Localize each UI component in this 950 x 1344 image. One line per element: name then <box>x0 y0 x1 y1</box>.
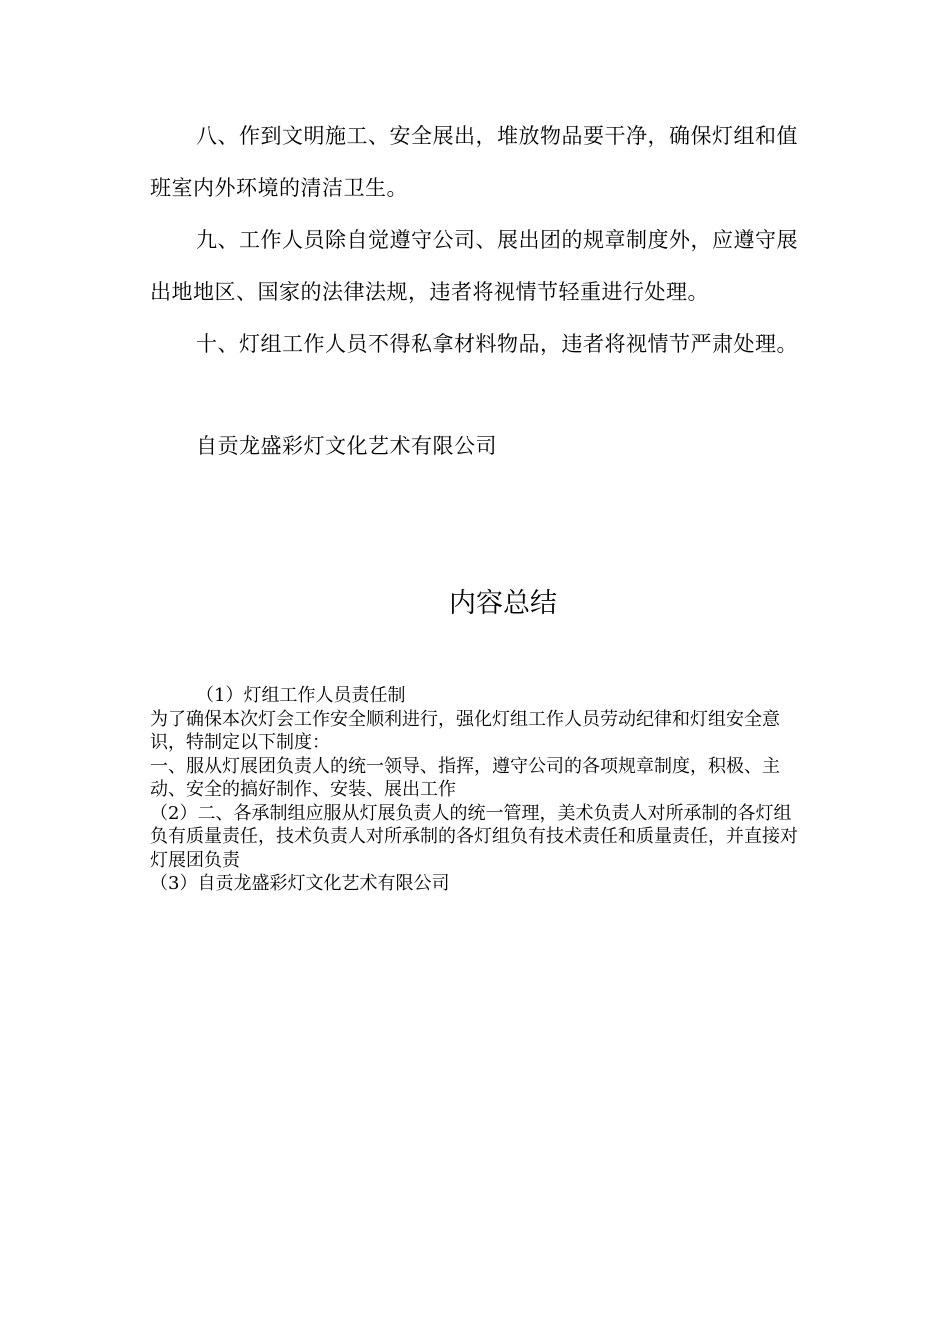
paragraph-eight: 八、作到文明施工、安全展出，堆放物品要干净，确保灯组和值班室内外环境的清洁卫生。 <box>150 124 798 200</box>
summary-line: （3）自贡龙盛彩灯文化艺术有限公司 <box>150 873 450 894</box>
paragraph-ten: 十、灯组工作人员不得私拿材料物品，违者将视情节严肃处理。 <box>196 332 798 356</box>
summary-line: 一、服从灯展团负责人的统一领导、指挥，遵守公司的各项规章制度，积极、主动、安全的搞好制作、安装、展出工作 <box>150 755 780 800</box>
summary-body <box>150 684 800 896</box>
company-signature: 自贡龙盛彩灯文化艺术有限公司 <box>196 434 497 458</box>
summary-line: （1）灯组工作人员责任制 <box>196 685 406 706</box>
paragraph-nine: 九、工作人员除自觉遵守公司、展出团的规章制度外，应遵守展出地地区、国家的法律法规，违者将视情节轻重进行处理。 <box>150 228 798 304</box>
summary-line: （2）二、各承制组应服从灯展负责人的统一管理，美术负责人对所承制的各灯组负有质量责任，技术负责人对所承制的各灯组负有技术责任和质量责任，并直接对灯展团负责 <box>150 802 798 871</box>
summary-title: 内容总结 <box>449 588 557 619</box>
summary-line: 为了确保本次灯会工作安全顺利进行，强化灯组工作人员劳动纪律和灯组安全意识，特制定以下制度： <box>150 708 780 753</box>
